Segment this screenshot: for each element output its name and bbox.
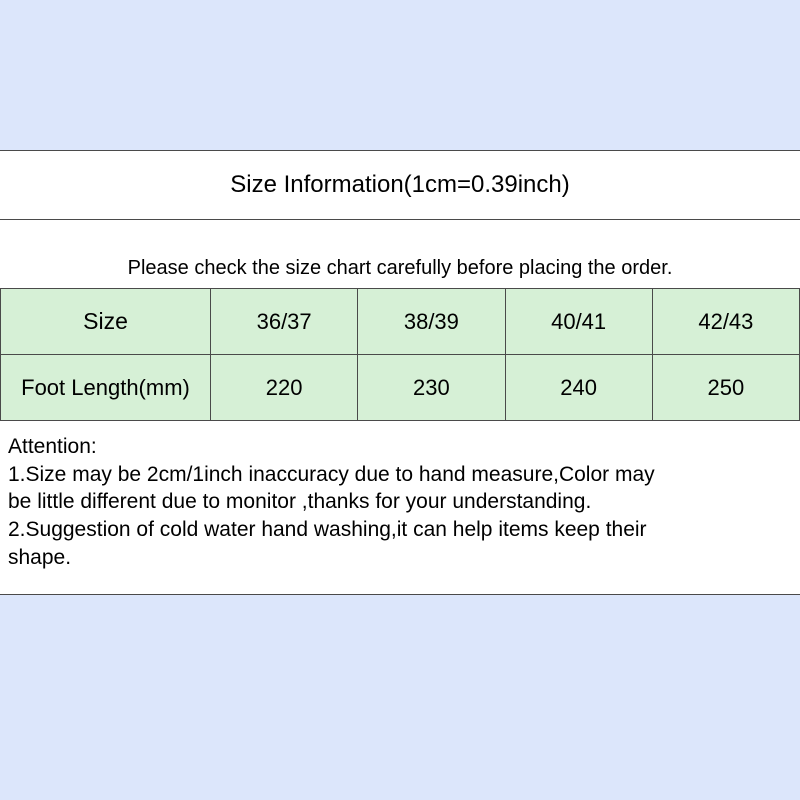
table-cell-size-4: 42/43 — [652, 289, 799, 355]
chart-subtitle: Please check the size chart carefully before placing the order. — [127, 257, 673, 279]
attention-line-4: shape. — [8, 545, 72, 569]
page-title: Size Information(1cm=0.39inch) — [230, 171, 570, 198]
size-chart-table — [0, 288, 800, 421]
table-cell-foot-length-1: 220 — [211, 355, 358, 421]
table-cell-size-2: 38/39 — [358, 289, 505, 355]
attention-note-box — [0, 421, 800, 594]
table-row — [1, 289, 800, 355]
attention-line-2: be little different due to monitor ,thanks for your understanding. — [8, 490, 592, 514]
attention-line-1: 1.Size may be 2cm/1inch inaccuracy due to hand measure,Color may — [8, 462, 655, 486]
table-cell-size-3: 40/41 — [505, 289, 652, 355]
table-row-header-size: Size — [1, 289, 211, 355]
table-cell-size-1: 36/37 — [211, 289, 358, 355]
table-cell-foot-length-2: 230 — [358, 355, 505, 421]
table-cell-foot-length-3: 240 — [505, 355, 652, 421]
size-chart-sheet — [0, 150, 800, 595]
attention-heading: Attention: — [8, 435, 97, 458]
attention-line-3: 2.Suggestion of cold water hand washing,it can help items keep their — [8, 518, 647, 542]
chart-subtitle-row — [0, 220, 800, 288]
table-row — [1, 355, 800, 421]
chart-title-row — [0, 151, 800, 220]
table-row-header-foot-length: Foot Length(mm) — [1, 355, 211, 421]
table-cell-foot-length-4: 250 — [652, 355, 799, 421]
